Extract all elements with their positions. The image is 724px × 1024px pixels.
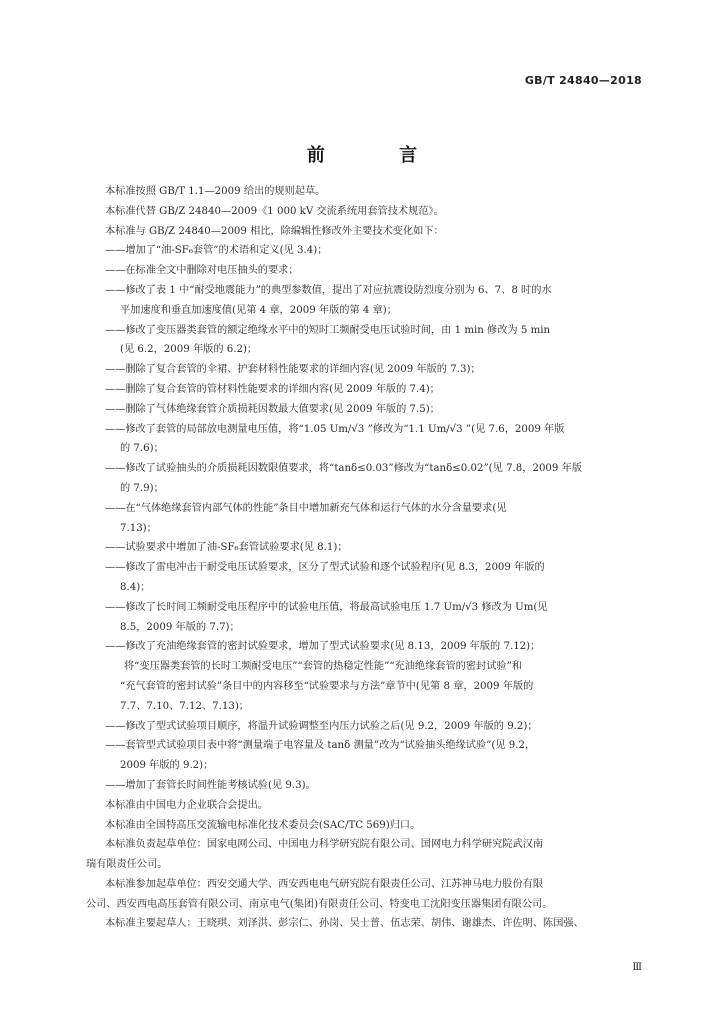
- text-line: ——增加了“油-SF₆套管”的术语和定义(见 3.4)；: [105, 245, 328, 257]
- text-line: 本标准按照 GB/T 1.1—2009 给出的规则起草。: [105, 186, 326, 197]
- text-line: 本标准由全国特高压交流输电标准化技术委员会(SAC/TC 569)归口。: [105, 819, 421, 831]
- text-line: 本标准主要起草人：王晓琪、刘泽洪、彭宗仁、孙岗、吴士普、伍志荣、胡伟、谢雄杰、许佐明、陈国强、: [105, 918, 584, 930]
- text-line: ——修改了充油绝缘套管的密封试验要求，增加了型式试验要求(见 8.13，2009 年版的 7.12)；: [105, 641, 541, 653]
- text-line: ——删除了复合套管的管材料性能要求的详细内容(见 2009 年版的 7.4)；: [105, 383, 440, 395]
- text-line: ——在“气体绝缘套管内部气体的性能”条目中增加新充气体和运行气体的水分含量要求(见: [105, 502, 507, 514]
- text-line: ——修改了表 1 中“耐受地震能力”的典型参数值，提出了对应抗震设防烈度分别为 6、7、8 时的水: [105, 284, 552, 296]
- foreword-body: [86, 182, 642, 934]
- text-line: 将“变压器类套管的长时工频耐受电压”“套管的热稳定性能”“充油绝缘套管的密封试验”和: [124, 661, 522, 673]
- text-line: ——套管型式试验项目表中将“测量端子电容量及 tanδ 测量”改为“试验抽头绝缘试验”(见 9.2，: [105, 740, 536, 752]
- text-line: 本标准负责起草单位：国家电网公司、中国电力科学研究院有限公司、国网电力科学研究院武汉南: [105, 839, 544, 851]
- text-line: 2009 年版的 9.2)；: [120, 760, 214, 772]
- text-line: “充气套管的密封试验”条目中的内容移至“试验要求与方法”章节中(见第 8 章，2009 年版的: [120, 680, 534, 692]
- text-line: 7.7、7.10、7.12、7.13)；: [120, 700, 249, 712]
- text-line: ——试验要求中增加了油-SF₆套管试验要求(见 8.1)；: [105, 542, 348, 554]
- text-line: 本标准由中国电力企业联合会提出。: [105, 799, 268, 811]
- text-line: 的 7.6)；: [120, 443, 164, 455]
- text-line: ——修改了变压器类套管的额定绝缘水平中的短时工频耐受电压试验时间，由 1 min 修改为 5 min: [105, 324, 551, 336]
- text-line: 的 7.9)；: [120, 482, 164, 494]
- text-line: ——修改了雷电冲击干耐受电压试验要求，区分了型式试验和逐个试验程序(见 8.3，2009 年版的: [105, 562, 545, 574]
- text-line: ——在标准全文中删除对电压抽头的要求；: [105, 265, 299, 277]
- text-line: 本标准参加起草单位：西安交通大学、西安西电电气研究院有限责任公司、江苏神马电力股份有限: [105, 878, 544, 890]
- text-line: 7.13)；: [120, 522, 157, 534]
- text-line: 8.5，2009 年版的 7.7)；: [120, 621, 240, 633]
- text-line: ——增加了套管长时间性能考核试验(见 9.3)。: [105, 779, 316, 791]
- page-title: 前 言: [306, 145, 452, 166]
- standard-number: GB/T 24840—2018: [524, 74, 642, 87]
- text-line: (见 6.2，2009 年版的 6.2)；: [120, 344, 258, 356]
- page-number: Ⅲ: [632, 962, 642, 973]
- text-line: 公司、西安西电高压套管有限公司、南京电气(集团)有限责任公司、特变电工沈阳变压器集团有限公司。: [86, 898, 553, 910]
- text-line: ——删除了复合套管的伞裙、护套材料性能要求的详细内容(见 2009 年版的 7.3)；: [105, 364, 481, 376]
- text-line: ——修改了长时间工频耐受电压程序中的试验电压值，将最高试验电压 1.7 Um/√3 修改为 Um(见: [105, 601, 548, 613]
- text-line: 平加速度和垂直加速度值(见第 4 章，2009 年版的第 4 章)；: [120, 304, 397, 316]
- text-line: 瑞有限责任公司。: [86, 859, 168, 871]
- text-line: ——修改了型式试验项目顺序，将温升试验调整至内压力试验之后(见 9.2，2009 年版的 9.2)；: [105, 720, 538, 732]
- text-line: ——修改了试验抽头的介质损耗因数限值要求，将“tanδ≤0.03”修改为“tanδ≤0.02”(见 7.8，2009 年版: [105, 463, 583, 475]
- text-line: ——修改了套管的局部放电测量电压值，将“1.05 Um/√3 ”修改为“1.1 Um/√3 ”(见 7.6，2009 年版: [105, 423, 565, 435]
- text-line: 本标准与 GB/Z 24840—2009 相比，除编辑性修改外主要技术变化如下：: [105, 225, 444, 237]
- text-line: ——删除了气体绝缘套管介质损耗因数最大值要求(见 2009 年版的 7.5)；: [105, 403, 440, 415]
- text-line: 本标准代替 GB/Z 24840—2009《1 000 kV 交流系统用套管技术规范》。: [105, 205, 444, 217]
- text-line: 8.4)；: [120, 581, 151, 593]
